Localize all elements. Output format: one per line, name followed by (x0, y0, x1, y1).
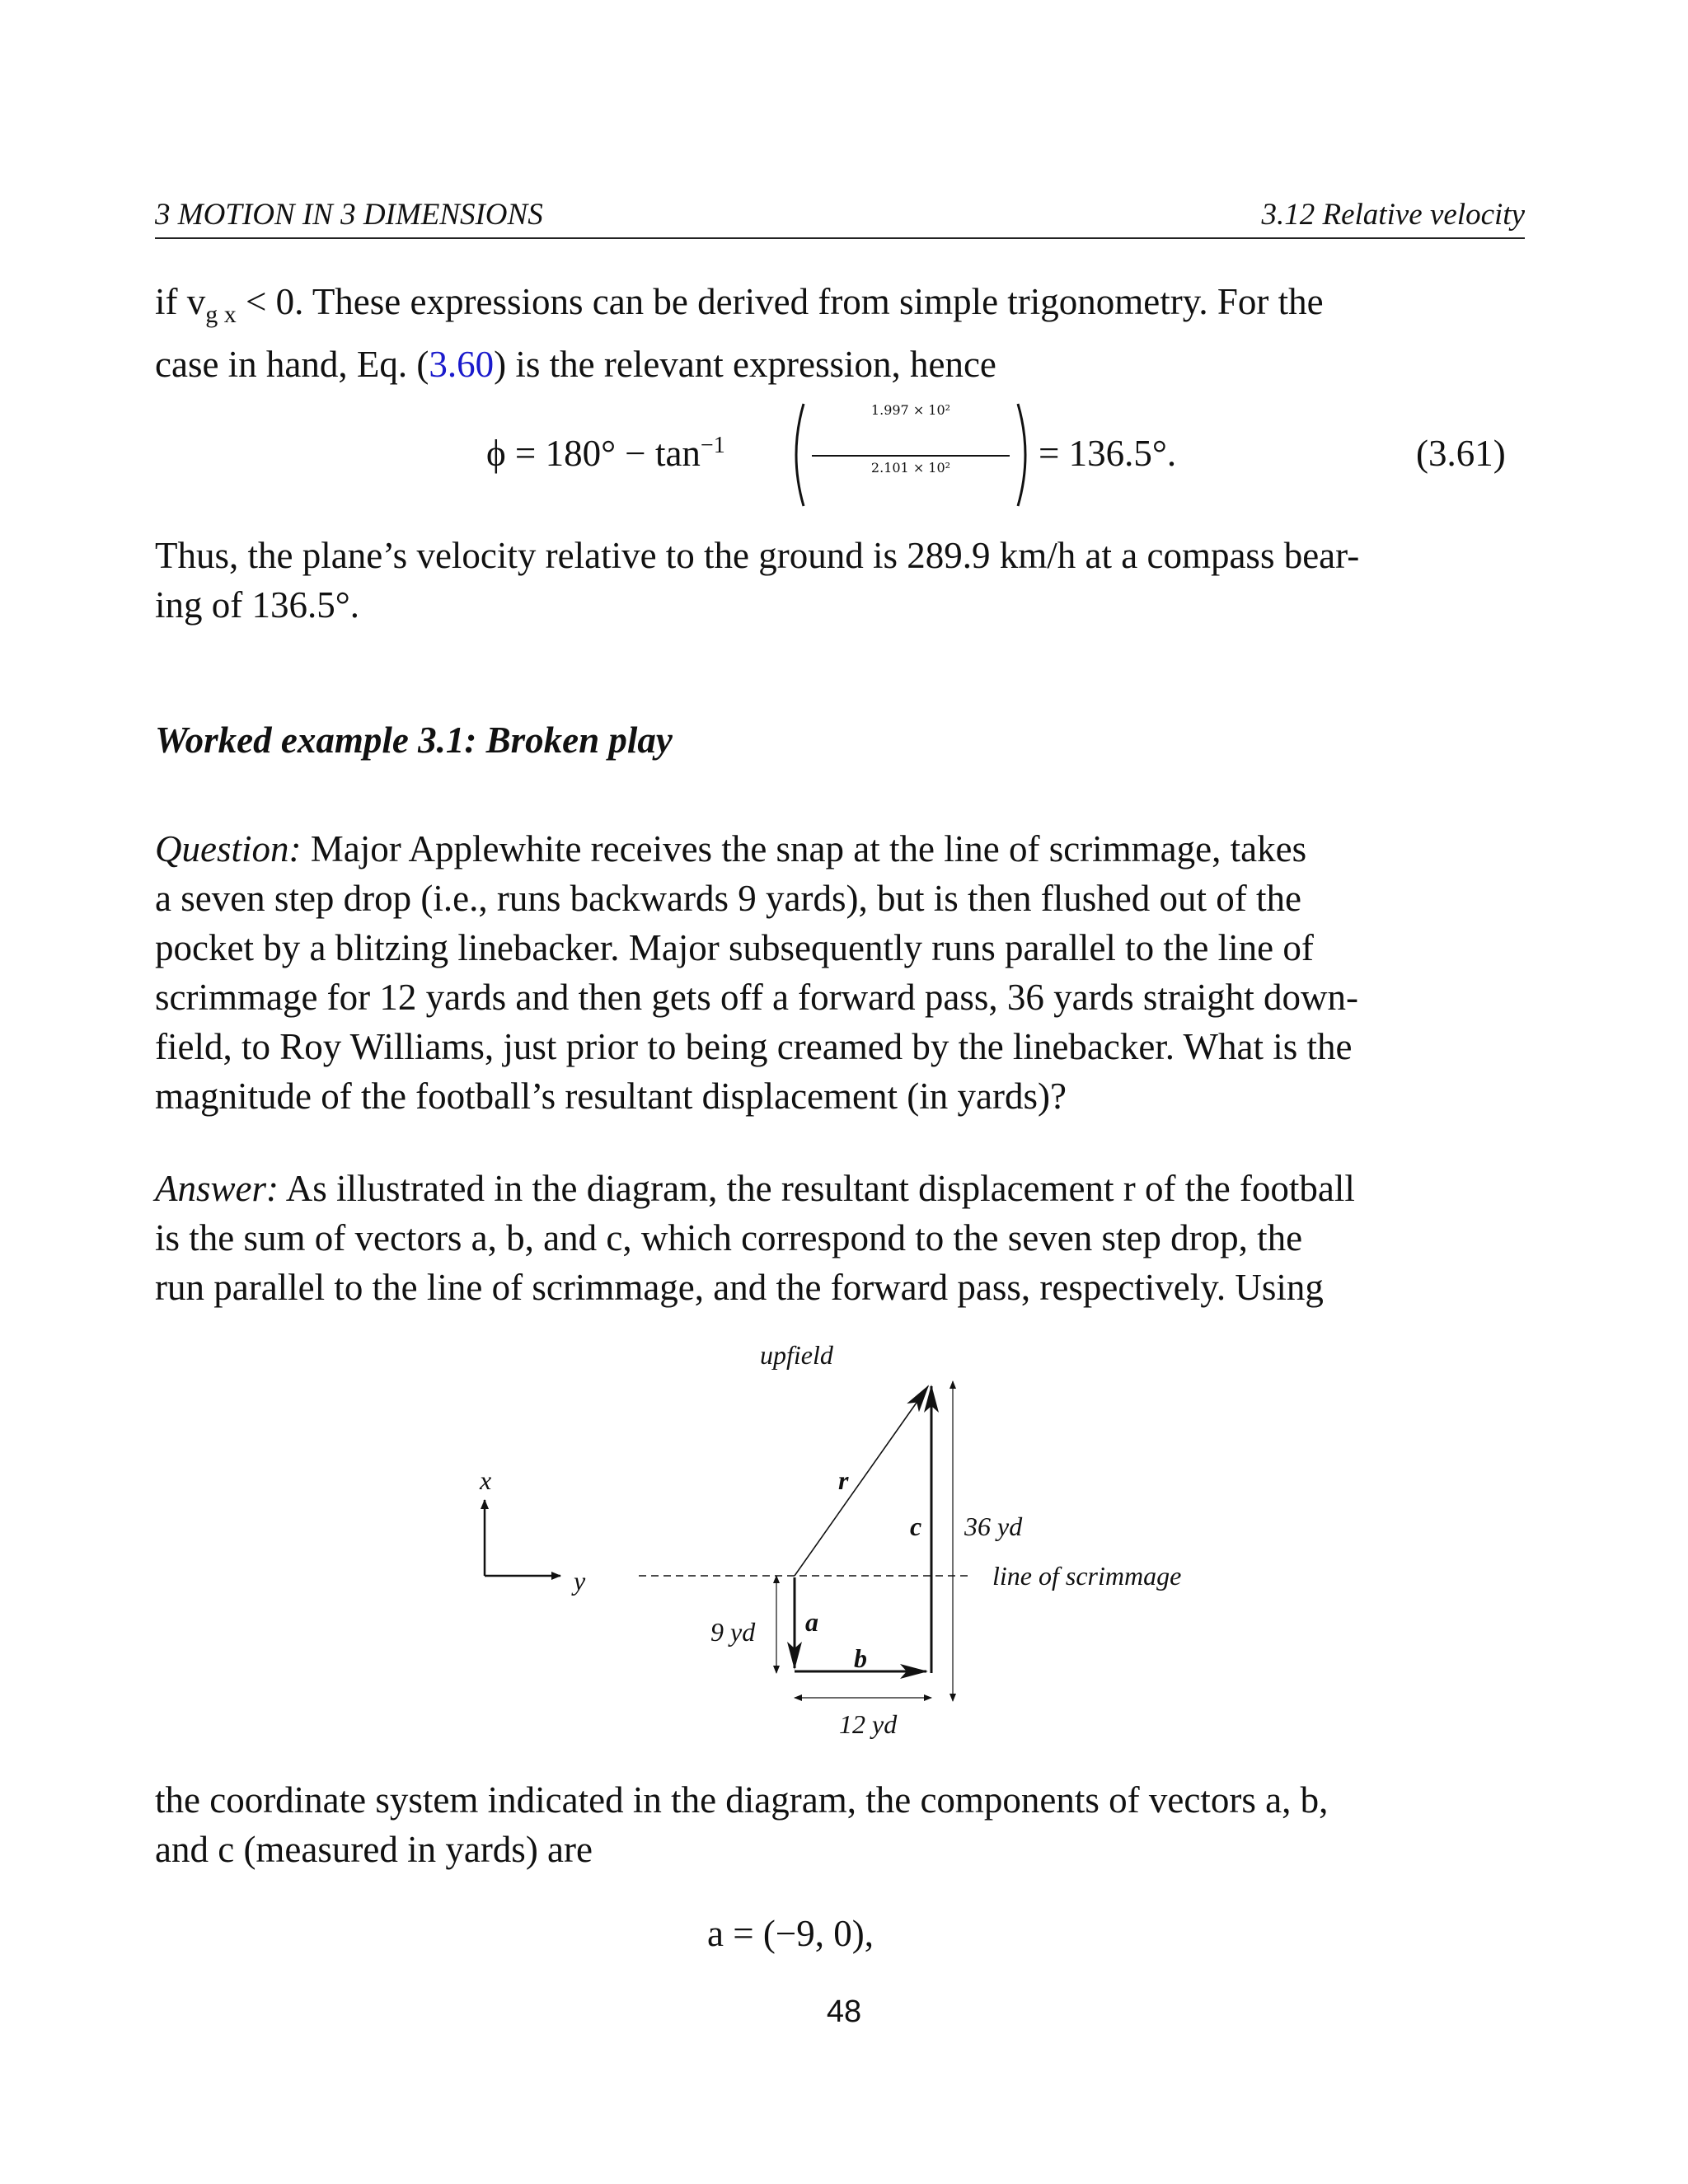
label-line-of-scrimmage: line of scrimmage (992, 1561, 1182, 1591)
eq-sup: −1 (700, 433, 725, 458)
after-paragraph (155, 1775, 1525, 1874)
label-vector-b: b (854, 1643, 867, 1673)
eq-lhs-text: ϕ = 180° − tan (486, 433, 701, 474)
equation-ref-link[interactable]: 3.60 (429, 344, 495, 385)
vector-r (795, 1386, 928, 1576)
after-line-1: the coordinate system indicated in the diagram, the components of vectors a, b, (155, 1779, 1329, 1821)
label-12-yd: 12 yd (839, 1709, 898, 1739)
intro-line-1-text: < 0. These expressions can be derived from simple trigonometry. For the (236, 281, 1324, 322)
header-section: 3.12 Relative velocity (1261, 198, 1525, 232)
intro-subscript: g x (205, 301, 237, 328)
question-line-5: field, to Roy Williams, just prior to being creamed by the linebacker. What is the (155, 1026, 1353, 1067)
label-vector-c: c (910, 1511, 922, 1541)
eq-number: (3.61) (1416, 433, 1506, 474)
label-upfield: upfield (760, 1340, 833, 1370)
question-label: Question: (155, 828, 302, 869)
answer-label: Answer: (155, 1168, 279, 1209)
header-chapter: 3 MOTION IN 3 DIMENSIONS (155, 198, 543, 232)
question-line-3: pocket by a blitzing linebacker. Major subsequently runs parallel to the line of (155, 927, 1314, 968)
question-line-2: a seven step drop (i.e., runs backwards 9 yards), but is then flushed out of the (155, 878, 1301, 919)
eq-denominator: 2.101 × 10² (870, 460, 951, 476)
page-number: 48 (826, 1994, 862, 2029)
worked-example-title: Worked example 3.1: Broken play (155, 719, 673, 761)
answer-line-2: is the sum of vectors a, b, and c, which correspond to the seven step drop, the (155, 1217, 1303, 1258)
label-axis-x: x (480, 1465, 492, 1495)
after-line-2: and c (measured in yards) are (155, 1829, 593, 1870)
label-9-yd: 9 yd (710, 1617, 756, 1647)
intro-line-2-pre: case in hand, Eq. ( (155, 344, 429, 385)
eq-rhs: = 136.5°. (1039, 433, 1177, 474)
intro-v: if v (155, 281, 206, 322)
answer-line-1-text: As illustrated in the diagram, the resultant displacement r of the football (279, 1168, 1355, 1209)
question-line-4: scrimmage for 12 yards and then gets off a forward pass, 36 yards straight down- (155, 977, 1359, 1018)
label-vector-a: a (805, 1607, 818, 1637)
intro-line-2-post: ) is the relevant expression, hence (494, 344, 996, 385)
conclusion-line-1: Thus, the plane’s velocity relative to the ground is 289.9 km/h at a compass bear- (155, 535, 1360, 576)
question-line-6: magnitude of the football’s resultant displacement (in yards)? (155, 1076, 1067, 1117)
eq-numerator: 1.997 × 10² (870, 402, 951, 418)
label-vector-r: r (838, 1465, 849, 1495)
answer-line-3: run parallel to the line of scrimmage, and the forward pass, respectively. Using (155, 1267, 1324, 1308)
equation-a: a = (−9, 0), (707, 1913, 874, 1954)
label-36-yd: 36 yd (964, 1511, 1023, 1541)
question-line-1-text: Major Applewhite receives the snap at the line of scrimmage, takes (301, 828, 1307, 869)
label-axis-y: y (574, 1566, 586, 1596)
conclusion-line-2: ing of 136.5°. (155, 584, 359, 626)
